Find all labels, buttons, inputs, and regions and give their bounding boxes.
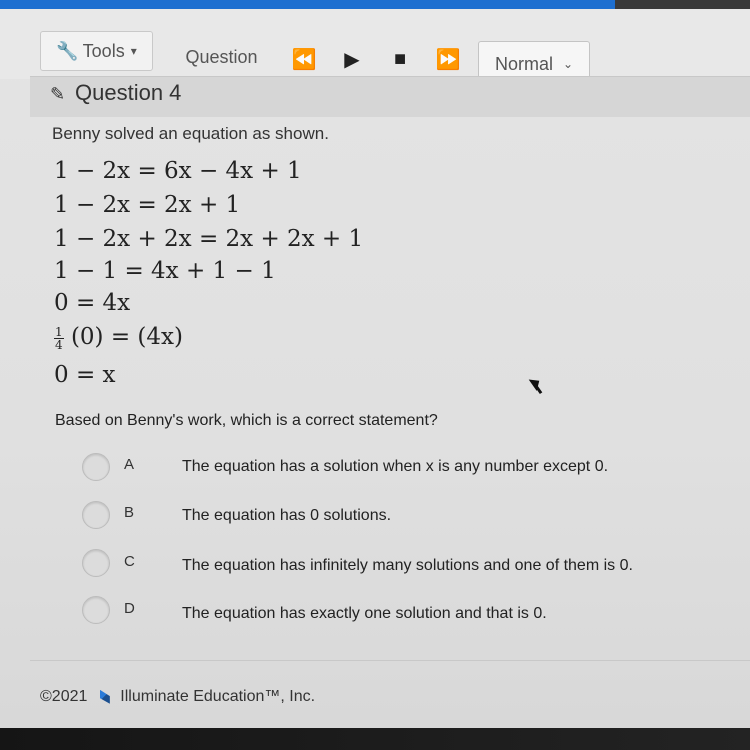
choice-a-letter: A (124, 456, 135, 473)
stop-icon: ■ (393, 47, 407, 70)
question-title: Question 4 (75, 80, 182, 105)
stop-button[interactable] (378, 39, 422, 79)
top-accent-bar (0, 0, 615, 9)
chevron-down-icon: ⌄ (562, 57, 574, 71)
equation-line-1: 1 − 2x = 6x − 4x + 1 (54, 158, 302, 184)
choice-c-letter: C (124, 553, 135, 570)
choice-c-radio[interactable] (82, 549, 110, 577)
choice-b-letter: B (124, 504, 135, 521)
rewind-button[interactable] (282, 39, 326, 79)
monitor-bezel (0, 728, 750, 750)
equation-line-6 (54, 324, 183, 351)
choice-b-text[interactable]: The equation has 0 solutions. (182, 507, 392, 524)
play-button[interactable] (330, 39, 374, 79)
rewind-icon: ⏪ (291, 48, 317, 71)
speed-select-value: Normal (494, 53, 553, 74)
footer-divider (30, 660, 750, 661)
question-label: Question (185, 46, 258, 67)
equation-line-5: 0 = 4x (54, 290, 131, 316)
fast-forward-icon: ⏩ (435, 48, 461, 71)
tools-button[interactable] (40, 31, 153, 71)
illuminate-logo-icon (100, 690, 110, 704)
equation-line-4: 1 − 1 = 4x + 1 − 1 (54, 258, 276, 284)
choice-d-radio[interactable] (82, 596, 110, 624)
choice-c-text[interactable]: The equation has infinitely many solutions and one of them is 0. (182, 557, 633, 574)
choice-a-text[interactable]: The equation has a solution when x is any number except 0. (182, 458, 609, 475)
pencil-icon: ✎ (50, 84, 66, 104)
fraction-left-den: 4 (55, 337, 63, 352)
fraction-left (54, 326, 64, 351)
choice-d-text[interactable]: The equation has exactly one solution and that is 0. (182, 605, 547, 622)
footer (40, 688, 315, 706)
choice-d-letter: D (124, 600, 135, 617)
question-button[interactable] (165, 37, 278, 77)
equation-line-3: 1 − 2x + 2x = 2x + 2x + 1 (54, 226, 364, 252)
equation-line-7: 0 = x (54, 362, 116, 388)
choice-a-radio[interactable] (82, 453, 110, 481)
toolbar (0, 9, 750, 79)
caret-down-icon: ▾ (130, 44, 137, 58)
tools-label: Tools (82, 40, 125, 61)
company-text: Illuminate Education™, Inc. (120, 688, 316, 705)
question-stem: Based on Benny's work, which is a correct statement? (55, 412, 438, 429)
choice-b-radio[interactable] (82, 501, 110, 529)
equation-line-6-text: (0) = (4x) (70, 324, 183, 350)
play-icon: ▶ (344, 48, 360, 71)
equation-line-2: 1 − 2x = 2x + 1 (54, 192, 241, 218)
top-dark-bar (615, 0, 750, 9)
copyright-text: ©2021 (40, 688, 88, 705)
question-prompt: Benny solved an equation as shown. (52, 124, 329, 143)
wrench-icon: 🔧 (56, 40, 79, 61)
fast-forward-button[interactable] (426, 39, 470, 79)
fraction-left-num: 1 (55, 324, 63, 339)
